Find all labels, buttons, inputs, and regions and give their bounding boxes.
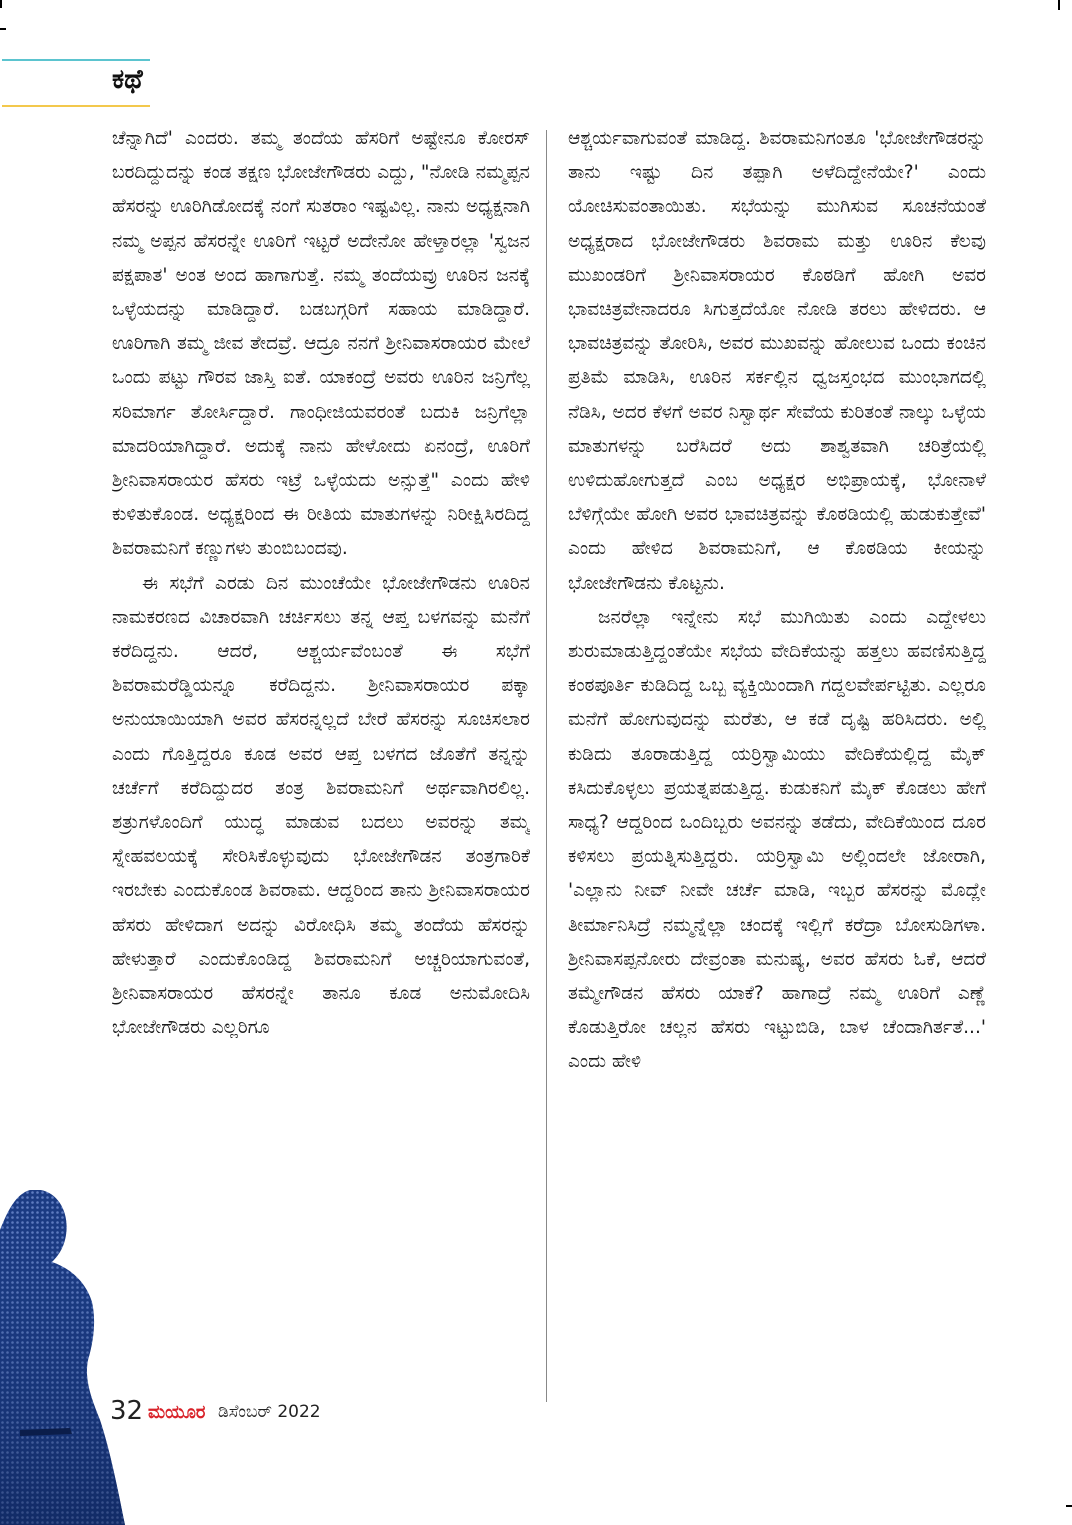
- article-column-right: [568, 122, 986, 1407]
- header-rule-bottom: [2, 105, 150, 107]
- crop-mark-top-left: [0, 0, 2, 8]
- article-paragraph: ಜನರೆಲ್ಲಾ ಇನ್ನೇನು ಸಭೆ ಮುಗಿಯಿತು ಎಂದು ಎದ್ದೇಳಲು ಶುರುಮಾಡುತ್ತಿದ್ದಂತೆಯೇ ಸಭೆಯ ವೇದಿಕೆಯನ್ನು ಹತ್ತಲು ಹವಣಿಸುತ್ತಿದ್ದ ಕಂಠಪೂರ್ತಿ ಕುಡಿದಿದ್ದ ಒಬ್ಬ ವ್ಯಕ್ತಿಯಿಂದಾಗಿ ಗದ್ದಲವೇರ್ಪಟ್ಟಿತು. ಎಲ್ಲರೂ ಮನೆಗೆ ಹೋಗುವುದನ್ನು ಮರೆತು, ಆ ಕಡೆ ದೃಷ್ಟಿ ಹರಿಸಿದರು. ಅಲ್ಲಿ ಕುಡಿದು ತೂರಾಡುತ್ತಿದ್ದ ಯರ್ರಿಸ್ವಾಮಿಯು ವೇದಿಕೆಯಲ್ಲಿದ್ದ ಮೈಕ್ ಕಸಿದುಕೊಳ್ಳಲು ಪ್ರಯತ್ನಪಡುತ್ತಿದ್ದ. ಕುಡುಕನಿಗೆ ಮೈಕ್ ಕೊಡಲು ಹೇಗೆ ಸಾಧ್ಯ? ಆದ್ದರಿಂದ ಒಂದಿಬ್ಬರು ಅವನನ್ನು ತಡೆದು, ವೇದಿಕೆಯಿಂದ ದೂರ ಕಳಿಸಲು ಪ್ರಯತ್ನಿಸುತ್ತಿದ್ದರು. ಯರ್ರಿಸ್ವಾಮಿ ಅಲ್ಲಿಂದಲೇ ಜೋರಾಗಿ, 'ಎಲ್ಲಾನು ನೀವ್ ನೀವೇ ಚರ್ಚೆ ಮಾಡಿ, ಇಬ್ಬರ ಹೆಸರನ್ನು ಮೊದ್ಲೇ ತೀರ್ಮಾನಿಸಿದ್ರೆ ನಮ್ಮನ್ನೆಲ್ಲಾ ಚಂದಕ್ಕೆ ಇಲ್ಲಿಗೆ ಕರೆದ್ರಾ ಬೋಸುಡಿಗಳಾ. ಶ್ರೀನಿವಾಸಪ್ಪನೋರು ದೇವ್ರಂತಾ ಮನುಷ್ಯ, ಅವರ ಹೆಸರು ಓಕೆ, ಆದರೆ ತಮ್ಮೇಗೌಡನ ಹೆಸರು ಯಾಕೆ? ಹಾಗಾದ್ರೆ ನಮ್ಮ ಊರಿಗೆ ಎಣ್ಣೆ ಕೊಡುತ್ತಿರೋ ಚಲ್ಲನ ಹೆಸರು ಇಟ್ಟುಬಿಡಿ, ಬಾಳ ಚೆಂದಾಗಿರ್ತತೆ...' ಎಂದು ಹೇಳಿ: [568, 606, 986, 1073]
- magazine-name: ಮಯೂರ: [148, 1402, 206, 1423]
- issue-date: ಡಿಸೆಂಬರ್ 2022: [218, 1402, 321, 1422]
- crop-mark-right: [1066, 1505, 1072, 1507]
- article-paragraph: ಚೆನ್ನಾಗಿದೆ' ಎಂದರು. ತಮ್ಮ ತಂದೆಯ ಹೆಸರಿಗೆ ಅಷ್ಟೇನೂ ಕೋರಸ್ ಬರದಿದ್ದುದನ್ನು ಕಂಡ ತಕ್ಷಣ ಭೋಜೇಗೌಡರು ಎದ್ದು, "ನೋಡಿ ನಮ್ಮಪ್ಪನ ಹೆಸರನ್ನು ಊರಿಗಿಡೋದಕ್ಕೆ ನಂಗೆ ಸುತರಾಂ ಇಷ್ಟವಿಲ್ಲ. ನಾನು ಅಧ್ಯಕ್ಷನಾಗಿ ನಮ್ಮ ಅಪ್ಪನ ಹೆಸರನ್ನೇ ಊರಿಗೆ ಇಟ್ಟರೆ ಅದೇನೋ ಹೇಳ್ತಾರಲ್ಲಾ 'ಸ್ವಜನ ಪಕ್ಷಪಾತ' ಅಂತ ಅಂದ ಹಾಗಾಗುತ್ತೆ. ನಮ್ಮ ತಂದೆಯವ್ರು ಊರಿನ ಜನಕ್ಕೆ ಒಳ್ಳೆಯದನ್ನು ಮಾಡಿದ್ದಾರೆ. ಬಡಬಗ್ಗರಿಗೆ ಸಹಾಯ ಮಾಡಿದ್ದಾರೆ. ಊರಿಗಾಗಿ ತಮ್ಮ ಜೀವ ತೇದವ್ರೆ. ಆದ್ರೂ ನನಗೆ ಶ್ರೀನಿವಾಸರಾಯರ ಮೇಲೆ ಒಂದು ಪಟ್ಟು ಗೌರವ ಜಾಸ್ತಿ ಐತೆ. ಯಾಕಂದ್ರೆ ಅವರು ಊರಿನ ಜನ್ರಿಗೆಲ್ಲ ಸರಿಮಾರ್ಗ ತೋರ್ಸಿದ್ದಾರೆ. ಗಾಂಧೀಜಿಯವರಂತೆ ಬದುಕಿ ಜನ್ರಿಗೆಲ್ಲಾ ಮಾದರಿಯಾಗಿದ್ದಾರೆ. ಅದುಕ್ಕೆ ನಾನು ಹೇಳೋದು ಏನಂದ್ರೆ, ಊರಿಗೆ ಶ್ರೀನಿವಾಸರಾಯರ ಹೆಸರು ಇಟ್ರೆ ಒಳ್ಳೆಯದು ಅನ್ಸುತ್ತೆ" ಎಂದು ಹೇಳಿ ಕುಳಿತುಕೊಂಡ. ಅಧ್ಯಕ್ಷರಿಂದ ಈ ರೀತಿಯ ಮಾತುಗಳನ್ನು ನಿರೀಕ್ಷಿಸಿರದಿದ್ದ ಶಿವರಾಮನಿಗೆ ಕಣ್ಣುಗಳು ತುಂಬಿಬಂದವು.: [112, 128, 530, 560]
- column-divider: [546, 130, 547, 1402]
- article-paragraph: ಈ ಸಭೆಗೆ ಎರಡು ದಿನ ಮುಂಚೆಯೇ ಭೋಜೇಗೌಡನು ಊರಿನ ನಾಮಕರಣದ ವಿಚಾರವಾಗಿ ಚರ್ಚಿಸಲು ತನ್ನ ಆಪ್ತ ಬಳಗವನ್ನು ಮನೆಗೆ ಕರೆದಿದ್ದನು. ಆದರೆ, ಆಶ್ಚರ್ಯವೆಂಬಂತೆ ಈ ಸಭೆಗೆ ಶಿವರಾಮರೆಡ್ಡಿಯನ್ನೂ ಕರೆದಿದ್ದನು. ಶ್ರೀನಿವಾಸರಾಯರ ಪಕ್ಕಾ ಅನುಯಾಯಿಯಾಗಿ ಅವರ ಹೆಸರನ್ನಲ್ಲದೆ ಬೇರೆ ಹೆಸರನ್ನು ಸೂಚಿಸಲಾರ ಎಂದು ಗೊತ್ತಿದ್ದರೂ ಕೂಡ ಅವರ ಆಪ್ತ ಬಳಗದ ಜೊತೆಗೆ ತನ್ನನ್ನು ಚರ್ಚೆಗೆ ಕರೆದಿದ್ದುದರ ತಂತ್ರ ಶಿವರಾಮನಿಗೆ ಅರ್ಥವಾಗಿರಲಿಲ್ಲ. ಶತ್ರುಗಳೊಂದಿಗೆ ಯುದ್ಧ ಮಾಡುವ ಬದಲು ಅವರನ್ನು ತಮ್ಮ ಸ್ನೇಹವಲಯಕ್ಕೆ ಸೇರಿಸಿಕೊಳ್ಳುವುದು ಭೋಜೇಗೌಡನ ತಂತ್ರಗಾರಿಕೆ ಇರಬೇಕು ಎಂದುಕೊಂಡ ಶಿವರಾಮ. ಆದ್ದರಿಂದ ತಾನು ಶ್ರೀನಿವಾಸರಾಯರ ಹೆಸರು ಹೇಳಿದಾಗ ಅದನ್ನು ವಿರೋಧಿಸಿ ತಮ್ಮ ತಂದೆಯ ಹೆಸರನ್ನು ಹೇಳುತ್ತಾರೆ ಎಂದುಕೊಂಡಿದ್ದ ಶಿವರಾಮನಿಗೆ ಅಚ್ಚರಿಯಾಗುವಂತೆ, ಶ್ರೀನಿವಾಸರಾಯರ ಹೆಸರನ್ನೇ ತಾನೂ ಕೂಡ ಅನುಮೋದಿಸಿ ಭೋಜೇಗೌಡರು ಎಲ್ಲರಿಗೂ: [112, 572, 530, 1039]
- article-paragraph: ಆಶ್ಚರ್ಯವಾಗುವಂತೆ ಮಾಡಿದ್ದ. ಶಿವರಾಮನಿಗಂತೂ 'ಭೋಜೇಗೌಡರನ್ನು ತಾನು ಇಷ್ಟು ದಿನ ತಪ್ಪಾಗಿ ಅಳೆದಿದ್ದೇನೆಯೇ?' ಎಂದು ಯೋಚಿಸುವಂತಾಯಿತು. ಸಭೆಯನ್ನು ಮುಗಿಸುವ ಸೂಚನೆಯಂತೆ ಅಧ್ಯಕ್ಷರಾದ ಭೋಜೇಗೌಡರು ಶಿವರಾಮ ಮತ್ತು ಊರಿನ ಕೆಲವು ಮುಖಂಡರಿಗೆ ಶ್ರೀನಿವಾಸರಾಯರ ಕೊಠಡಿಗೆ ಹೋಗಿ ಅವರ ಭಾವಚಿತ್ರವೇನಾದರೂ ಸಿಗುತ್ತದೆಯೋ ನೋಡಿ ತರಲು ಹೇಳಿದರು. ಆ ಭಾವಚಿತ್ರವನ್ನು ತೋರಿಸಿ, ಅವರ ಮುಖವನ್ನು ಹೋಲುವ ಒಂದು ಕಂಚಿನ ಪ್ರತಿಮೆ ಮಾಡಿಸಿ, ಊರಿನ ಸರ್ಕಲ್ಲಿನ ಧ್ವಜಸ್ತಂಭದ ಮುಂಭಾಗದಲ್ಲಿ ನೆಡಿಸಿ, ಅದರ ಕೆಳಗೆ ಅವರ ನಿಸ್ವಾರ್ಥ ಸೇವೆಯ ಕುರಿತಂತೆ ನಾಲ್ಕು ಒಳ್ಳೆಯ ಮಾತುಗಳನ್ನು ಬರೆಸಿದರೆ ಅದು ಶಾಶ್ವತವಾಗಿ ಚರಿತ್ರೆಯಲ್ಲಿ ಉಳಿದುಹೋಗುತ್ತದೆ ಎಂಬ ಅಧ್ಯಕ್ಷರ ಅಭಿಪ್ರಾಯಕ್ಕೆ, ಭೋನಾಳೆ ಬೆಳಿಗ್ಗೆಯೇ ಹೋಗಿ ಅವರ ಭಾವಚಿತ್ರವನ್ನು ಕೊಠಡಿಯಲ್ಲಿ ಹುಡುಕುತ್ತೇವೆ' ಎಂದು ಹೇಳಿದ ಶಿವರಾಮನಿಗೆ, ಆ ಕೊಠಡಿಯ ಕೀಯನ್ನು ಭೋಜೇಗೌಡನು ಕೊಟ್ಟನು.: [568, 128, 986, 594]
- crop-mark-top-right: [1058, 0, 1060, 10]
- crop-mark-left: [0, 28, 6, 30]
- section-label: ಕಥೆ: [112, 64, 143, 95]
- page-number: 32: [110, 1396, 144, 1426]
- header-rule-top: [2, 59, 150, 61]
- article-column-left: [112, 122, 530, 1407]
